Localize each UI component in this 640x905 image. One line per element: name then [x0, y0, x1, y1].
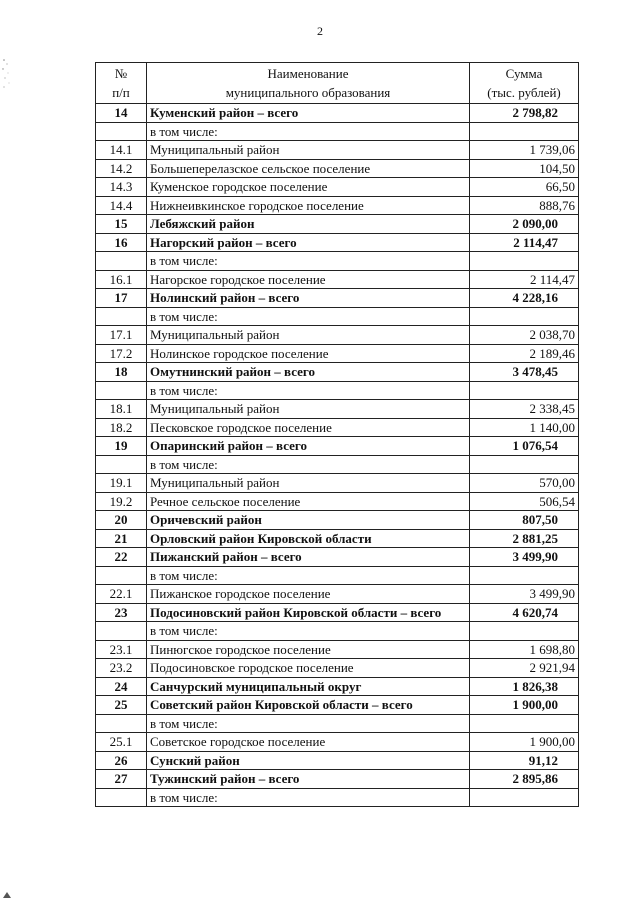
- row-sum: [470, 566, 579, 585]
- table-row: [96, 122, 579, 141]
- table-row: [96, 307, 579, 326]
- table-header-row: [96, 63, 579, 104]
- row-name: Опаринский район – всего: [147, 437, 470, 456]
- row-name: Нижнеивкинское городское поселение: [147, 196, 470, 215]
- table-body: [96, 104, 579, 807]
- table-row: [96, 289, 579, 308]
- row-name: Тужинский район – всего: [147, 770, 470, 789]
- scan-artifact-icon: [0, 55, 18, 95]
- row-name: Куменский район – всего: [147, 104, 470, 123]
- row-number: 18.1: [96, 400, 147, 419]
- row-number: 18.2: [96, 418, 147, 437]
- header-name: [147, 63, 470, 104]
- row-sum: [470, 252, 579, 271]
- table-row: [96, 326, 579, 345]
- row-sum: 888,76: [470, 196, 579, 215]
- row-sum: 4 228,16: [470, 289, 579, 308]
- table-row: [96, 770, 579, 789]
- row-number: 19.1: [96, 474, 147, 493]
- table-row: [96, 178, 579, 197]
- row-number: [96, 252, 147, 271]
- row-name: Пинюгское городское поселение: [147, 640, 470, 659]
- row-number: 27: [96, 770, 147, 789]
- row-sum: [470, 122, 579, 141]
- row-name: в том числе:: [147, 622, 470, 641]
- row-sum: 91,12: [470, 751, 579, 770]
- row-number: 23.1: [96, 640, 147, 659]
- row-number: 25.1: [96, 733, 147, 752]
- row-sum: [470, 788, 579, 807]
- row-number: [96, 381, 147, 400]
- table-row: [96, 492, 579, 511]
- row-number: 22: [96, 548, 147, 567]
- table-row: [96, 141, 579, 160]
- row-name: Лебяжский район: [147, 215, 470, 234]
- row-name: в том числе:: [147, 252, 470, 271]
- row-sum: 66,50: [470, 178, 579, 197]
- row-number: [96, 788, 147, 807]
- row-sum: 506,54: [470, 492, 579, 511]
- row-name: Песковское городское поселение: [147, 418, 470, 437]
- row-sum: 807,50: [470, 511, 579, 530]
- table-row: [96, 270, 579, 289]
- row-sum: 2 895,86: [470, 770, 579, 789]
- table-row: [96, 603, 579, 622]
- row-sum: 1 826,38: [470, 677, 579, 696]
- header-num-line1: №: [114, 66, 128, 81]
- budget-table: [95, 62, 579, 807]
- row-name: Муниципальный район: [147, 400, 470, 419]
- row-number: 18: [96, 363, 147, 382]
- table-row: [96, 159, 579, 178]
- row-number: 17: [96, 289, 147, 308]
- row-name: Нолинский район – всего: [147, 289, 470, 308]
- row-number: 17.1: [96, 326, 147, 345]
- row-name: в том числе:: [147, 381, 470, 400]
- row-name: Муниципальный район: [147, 326, 470, 345]
- row-number: 23: [96, 603, 147, 622]
- table-row: [96, 566, 579, 585]
- table-row: [96, 733, 579, 752]
- row-sum: 1 900,00: [470, 696, 579, 715]
- header-sum-line2: (тыс. рублей): [487, 85, 561, 100]
- row-name: Пижанский район – всего: [147, 548, 470, 567]
- table-row: [96, 751, 579, 770]
- row-name: Муниципальный район: [147, 141, 470, 160]
- row-name: Советский район Кировской области – всего: [147, 696, 470, 715]
- row-number: [96, 307, 147, 326]
- row-sum: [470, 714, 579, 733]
- row-sum: 2 921,94: [470, 659, 579, 678]
- table-row: [96, 215, 579, 234]
- table-row: [96, 474, 579, 493]
- row-name: Советское городское поселение: [147, 733, 470, 752]
- row-sum: 1 739,06: [470, 141, 579, 160]
- row-number: 24: [96, 677, 147, 696]
- row-sum: [470, 455, 579, 474]
- row-name: Подосиновский район Кировской области – всего: [147, 603, 470, 622]
- row-name: Нагорское городское поселение: [147, 270, 470, 289]
- row-number: [96, 122, 147, 141]
- row-sum: [470, 622, 579, 641]
- row-sum: 3 499,90: [470, 548, 579, 567]
- row-number: 14.1: [96, 141, 147, 160]
- row-sum: 4 620,74: [470, 603, 579, 622]
- row-sum: 2 881,25: [470, 529, 579, 548]
- row-number: 23.2: [96, 659, 147, 678]
- header-name-line1: Наименование: [267, 66, 349, 81]
- table-row: [96, 400, 579, 419]
- table-row: [96, 548, 579, 567]
- header-num: [96, 63, 147, 104]
- row-name: в том числе:: [147, 122, 470, 141]
- row-sum: 1 698,80: [470, 640, 579, 659]
- table-row: [96, 252, 579, 271]
- row-number: 19.2: [96, 492, 147, 511]
- row-name: в том числе:: [147, 788, 470, 807]
- row-sum: 1 140,00: [470, 418, 579, 437]
- table-row: [96, 659, 579, 678]
- header-num-line2: п/п: [112, 85, 130, 100]
- row-name: Омутнинский район – всего: [147, 363, 470, 382]
- row-name: Нагорский район – всего: [147, 233, 470, 252]
- table-row: [96, 381, 579, 400]
- row-sum: 2 114,47: [470, 270, 579, 289]
- table-row: [96, 511, 579, 530]
- row-number: 19: [96, 437, 147, 456]
- row-sum: 1 076,54: [470, 437, 579, 456]
- row-name: в том числе:: [147, 455, 470, 474]
- row-sum: 1 900,00: [470, 733, 579, 752]
- row-number: 20: [96, 511, 147, 530]
- table-row: [96, 714, 579, 733]
- row-number: [96, 714, 147, 733]
- row-name: Орловский район Кировской области: [147, 529, 470, 548]
- table-row: [96, 585, 579, 604]
- row-number: [96, 622, 147, 641]
- table-row: [96, 640, 579, 659]
- row-name: Подосиновское городское поселение: [147, 659, 470, 678]
- table-row: [96, 104, 579, 123]
- row-number: 16: [96, 233, 147, 252]
- row-sum: 2 338,45: [470, 400, 579, 419]
- page-number: 2: [317, 24, 323, 38]
- table-row: [96, 696, 579, 715]
- row-number: 14.3: [96, 178, 147, 197]
- table-row: [96, 677, 579, 696]
- row-name: Большеперелазское сельское поселение: [147, 159, 470, 178]
- row-name: в том числе:: [147, 714, 470, 733]
- row-name: Санчурский муниципальный округ: [147, 677, 470, 696]
- row-name: Куменское городское поселение: [147, 178, 470, 197]
- row-sum: 3 499,90: [470, 585, 579, 604]
- row-number: 14.4: [96, 196, 147, 215]
- corner-scan-mark-icon: [2, 889, 12, 899]
- table-row: [96, 788, 579, 807]
- table-row: [96, 233, 579, 252]
- row-number: 15: [96, 215, 147, 234]
- table-row: [96, 529, 579, 548]
- header-name-line2: муниципального образования: [225, 85, 391, 100]
- table-row: [96, 622, 579, 641]
- table-row: [96, 196, 579, 215]
- row-sum: 570,00: [470, 474, 579, 493]
- table-row: [96, 418, 579, 437]
- table-row: [96, 437, 579, 456]
- table-row: [96, 363, 579, 382]
- row-sum: 104,50: [470, 159, 579, 178]
- row-name: Речное сельское поселение: [147, 492, 470, 511]
- row-sum: [470, 307, 579, 326]
- header-sum-line1: Сумма: [505, 66, 543, 81]
- row-number: [96, 455, 147, 474]
- row-number: 14.2: [96, 159, 147, 178]
- row-number: 16.1: [96, 270, 147, 289]
- table-row: [96, 344, 579, 363]
- row-sum: 2 189,46: [470, 344, 579, 363]
- row-name: Оричевский район: [147, 511, 470, 530]
- row-name: в том числе:: [147, 566, 470, 585]
- row-number: 25: [96, 696, 147, 715]
- row-name: Муниципальный район: [147, 474, 470, 493]
- row-name: в том числе:: [147, 307, 470, 326]
- header-sum: [470, 63, 579, 104]
- row-sum: 2 114,47: [470, 233, 579, 252]
- row-number: 22.1: [96, 585, 147, 604]
- row-name: Сунский район: [147, 751, 470, 770]
- row-number: [96, 566, 147, 585]
- row-name: Нолинское городское поселение: [147, 344, 470, 363]
- row-sum: 2 090,00: [470, 215, 579, 234]
- row-number: 26: [96, 751, 147, 770]
- table-row: [96, 455, 579, 474]
- row-sum: 2 798,82: [470, 104, 579, 123]
- row-name: Пижанское городское поселение: [147, 585, 470, 604]
- row-sum: 2 038,70: [470, 326, 579, 345]
- row-number: 17.2: [96, 344, 147, 363]
- row-number: 14: [96, 104, 147, 123]
- row-sum: [470, 381, 579, 400]
- row-number: 21: [96, 529, 147, 548]
- row-sum: 3 478,45: [470, 363, 579, 382]
